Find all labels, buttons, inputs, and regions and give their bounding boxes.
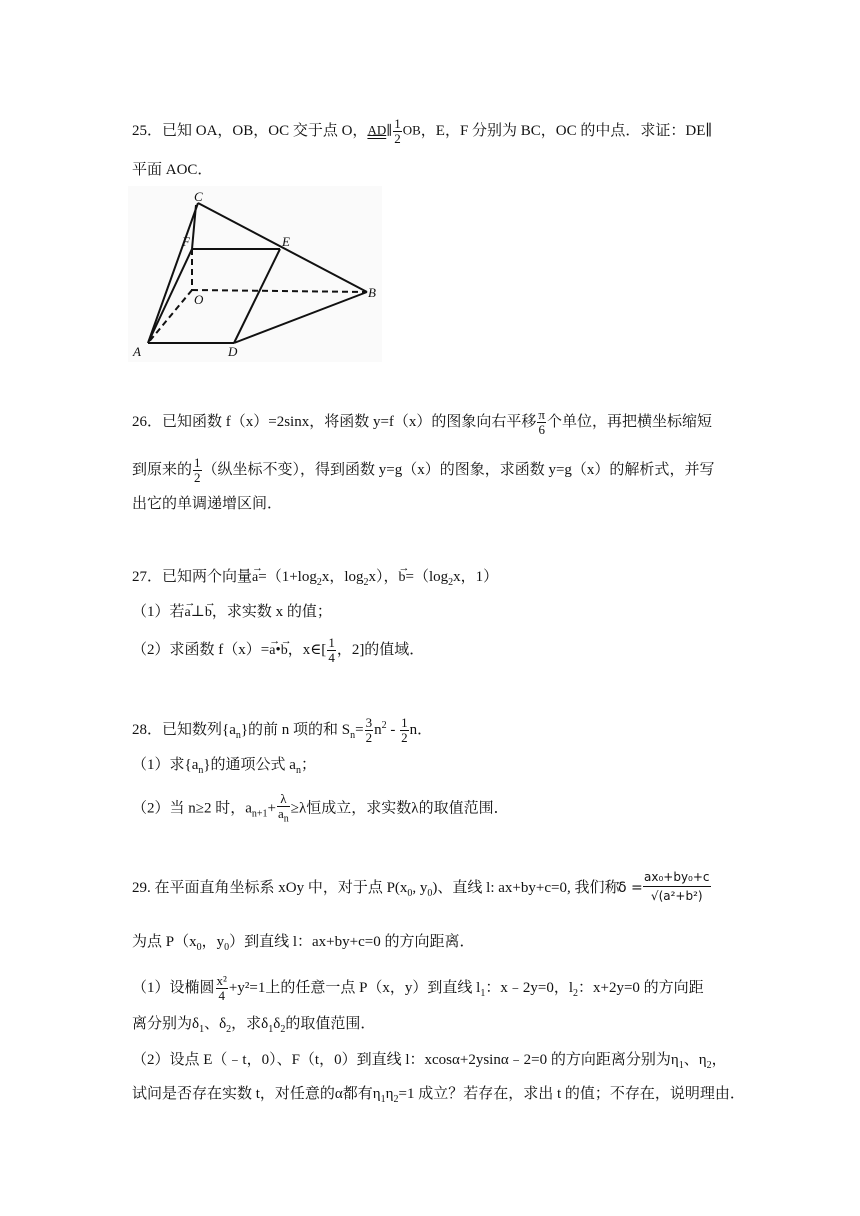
q27-line1: 27．已知两个向量→ $a=(1+\log_2x$，$\log_2x$），→ $b=(\log_2x$，1） (132, 562, 498, 593)
q25-line2: 平面 AOC． (132, 162, 213, 178)
label-C: C (194, 189, 203, 204)
pyramid-figure (128, 186, 382, 362)
geometry-diagram (128, 186, 382, 362)
vector-a: → a (252, 562, 258, 588)
one-quarter: $\frac{1}{4}$ (328, 635, 335, 666)
vector-b: → b (399, 562, 406, 588)
label-O: O (194, 292, 204, 307)
q28-part2: （2）当 n≥2 时，$a_{n+1}+$ $\frac{\lambda}{a_n}$ ≥λ恒成立，求实数λ的取值范围． (132, 791, 509, 825)
pi-over-6: $\frac{\pi}{6}$ (538, 407, 545, 437)
label-E: E (282, 234, 290, 249)
q29-line2: 为点 $P(x_0$，$y_0$）到直线 l：ax+by+c=0 的方向距离． (132, 934, 475, 953)
ad-relation: AD∥ $\frac{1}{2}$ OB (367, 116, 421, 146)
q28-part1: （1）求$\{a_n\}$的通项公式 $a_n$； (132, 757, 316, 776)
q29-part1-line2: 离分别为$\delta_1$、$\delta_2$，求$\delta_1\delta_2$的取值范围． (132, 1016, 376, 1035)
q29-part1-line1: （1）设椭圆 $\frac{\text{x²}}{4}$ +y²=1上的任意一点 P（x，y）到直线 $l_1$：x﹣2y=0，$l_2$：x+2y=0 的方向距 (132, 973, 704, 1003)
lambda-over-an: $\frac{\lambda}{a_n}$ (278, 791, 289, 825)
q29-part2-line2: 试问是否存在实数 t，对任意的α都有$\eta_1\eta_2=1$ 成立？若存在，求出 t 的值；不存在，说明理由． (132, 1086, 745, 1105)
q29-part2-line1: （2）设点 E（﹣t，0）、F（t，0）到直线 l：xcosα+2ysinα﹣2=0 的方向距离分别为$\eta_1$、$\eta_2$， (132, 1052, 727, 1071)
q26-line1: 26．已知函数 f（x）=2sinx，将函数 y=f（x）的图象向右平移 $\frac{\pi}{6}$ 个单位，再把横坐标缩短 (132, 407, 713, 437)
label-B: B (368, 285, 376, 300)
q25-line1: 25．已知 OA，OB，OC 交于点 O，AD∥ $\frac{1}{2}$ OB，E，F 分别为 BC，OC 的中点．求证：DE∥ (132, 116, 713, 146)
label-F: F (182, 234, 190, 249)
q28-line1: 28．已知数列$\{a_n\}$的前 n 项的和 $S_n=$ $\frac{3}{2}$ $n^2$ - $\frac{1}{2}$ n． (132, 715, 433, 746)
q26-line3: 出它的单调递增区间． (132, 496, 283, 512)
q27-part2: （2）求函数 f（x）=→ a•→ b，x∈[ $\frac{1}{4}$ ，2]的值域． (132, 635, 424, 665)
ellipse-fraction: $\frac{\text{x²}}{4}$ (216, 973, 227, 1003)
one-half: $\frac{1}{2}$ (194, 455, 201, 485)
q29-line1: 29. 在平面直角坐标系 xOy 中，对于点 $P(x_0$, $y_0$)、直线 l: ax+by+c=0, 我们称 (132, 880, 620, 899)
q26-line2: 到原来的 $\frac{1}{2}$ （纵坐标不变），得到函数 y=g（x）的图象，求函数 y=g（x）的解析式，并写 (132, 455, 715, 485)
direction-distance-formula: δ = $\frac{\text{ax₀+by₀+c}}{\text{√(a²+b²)}}$ (618, 870, 710, 903)
label-D: D (228, 344, 238, 359)
label-A: A (133, 344, 141, 359)
q27-part1: （1）若→ a⊥→ b，求实数 x 的值； (132, 597, 332, 623)
